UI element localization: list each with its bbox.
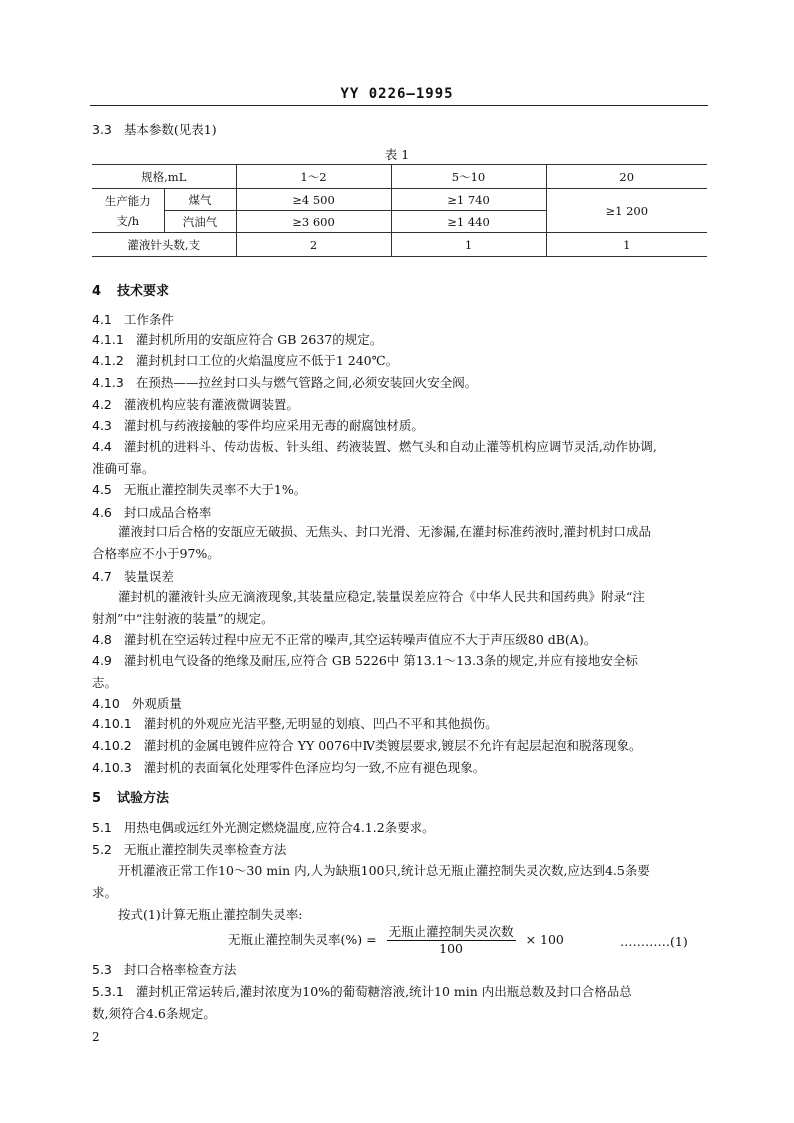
clause-text: 灌封机的进料斗、传动齿板、针头组、药液装置、燃气头和自动止灌等机构应调节灵活,动作协调,: [123, 439, 657, 454]
section-heading: [92, 284, 169, 300]
body-line: [92, 632, 596, 648]
clause-text: 射剂”中“注射液的装量”的规定。: [92, 611, 274, 626]
header-rule: [90, 105, 708, 106]
clause-number: 4: [92, 284, 102, 299]
body-line: [92, 820, 435, 836]
clause-text: 灌封机与药液接触的零件均应采用无毒的耐腐蚀材质。: [123, 418, 424, 433]
clause-text: 装量误差: [123, 569, 174, 584]
formula-denominator: 100: [439, 941, 464, 956]
formula-numerator: 无瓶止灌控制失灵次数: [388, 924, 514, 939]
body-line: [92, 569, 174, 585]
section-heading: [92, 791, 169, 807]
body-line: [92, 546, 220, 562]
clause-text: 灌封机在空运转过程中应无不正常的噪声,其空运转噪声值应不大于声压级80 dB(A)。: [123, 632, 597, 647]
clause-text: 数,须符合4.6条规定。: [92, 1006, 216, 1021]
clause-text: 外观质量: [131, 696, 182, 711]
clause-number: 4.8: [92, 632, 112, 647]
clause-text: 求。: [92, 885, 118, 900]
clause-text: 在预热——拉丝封口头与燃气管路之间,必须安装回火安全阀。: [135, 375, 478, 390]
clause-number: 5.2: [92, 842, 112, 857]
standard-header: YY 0226—1995: [340, 86, 454, 102]
clause-number: 4.10: [92, 696, 120, 711]
parameters-table: [92, 164, 707, 257]
body-line: [92, 760, 485, 776]
clause-text: 封口合格率检查方法: [123, 962, 237, 977]
clause-text: 灌封机电气设备的绝缘及耐压,应符合 GB 5226中 第13.1～13.3条的规定,并应有接地安全标: [123, 653, 638, 668]
clause-text: 灌封机的外观应光洁平整,无明显的划痕、凹凸不平和其他损伤。: [143, 716, 498, 731]
formula-fraction: [387, 924, 516, 957]
header-spec: 规格,mL: [92, 165, 236, 189]
clause-number: 4.1.2: [92, 353, 124, 368]
clause-number: 4.3: [92, 418, 112, 433]
body-line: [92, 1006, 216, 1022]
section-text: 基本参数(见表1): [123, 122, 217, 137]
clause-text: 无瓶止灌控制失灵率不大于1%。: [123, 482, 307, 497]
clause-number: 4.1.1: [92, 332, 124, 347]
clause-text: 试验方法: [117, 791, 170, 806]
gas-c1: ≥4 500: [236, 189, 391, 211]
section-number: 3.3: [92, 122, 112, 137]
clause-text: 灌封机的表面氧化处理零件色泽应均匀一致,不应有褪色现象。: [143, 760, 486, 775]
clause-number: 5.3: [92, 962, 112, 977]
body-line: [92, 418, 424, 434]
needles-c1: 2: [236, 233, 391, 257]
clause-number: 4.9: [92, 653, 112, 668]
needles-label: 灌液针头数,支: [92, 233, 236, 257]
body-line: [92, 332, 382, 348]
page-number: 2: [92, 1030, 100, 1044]
clause-text: 开机灌液正常工作10～30 min 内,人为缺瓶100只,统计总无瓶止灌控制失灵次数,应达到4.5条要: [118, 863, 650, 878]
clause-number: 5: [92, 791, 102, 806]
capacity-c3: ≥1 200: [546, 189, 707, 233]
body-line: [92, 439, 657, 455]
needles-c2: 1: [391, 233, 546, 257]
needles-c3: 1: [546, 233, 707, 257]
formula-rhs: × 100: [525, 932, 564, 947]
clause-text: 工作条件: [123, 312, 174, 327]
body-line: [92, 375, 477, 391]
petrol-c1: ≥3 600: [236, 211, 391, 233]
clause-text: 封口成品合格率: [123, 505, 212, 520]
clause-text: 灌封机所用的安瓿应符合 GB 2637的规定。: [135, 332, 383, 347]
body-line: [118, 863, 650, 879]
clause-text: 灌封机的灌液针头应无滴液现象,其装量应稳定,装量误差应符合《中华人民共和国药典》附录“注: [118, 589, 645, 604]
table-header-row: [92, 165, 707, 189]
body-line: [92, 312, 174, 328]
capacity-label-text: 生产能力支/h: [104, 193, 151, 228]
body-line: [118, 589, 645, 605]
formula: [228, 924, 564, 958]
gas-c2: ≥1 740: [391, 189, 546, 211]
body-line: [92, 611, 274, 627]
body-line: [92, 653, 638, 669]
body-line: [92, 738, 642, 754]
equation-number: …………(1): [620, 934, 688, 949]
header-c3: 20: [546, 165, 707, 189]
body-line: [92, 397, 299, 413]
clause-text: 灌液封口后合格的安瓿应无破损、无焦头、封口光滑、无渗漏,在灌封标准药液时,灌封机封口成品: [118, 524, 651, 539]
body-line: [92, 353, 398, 369]
clause-number: 4.6: [92, 505, 112, 520]
clause-number: 4.2: [92, 397, 112, 412]
clause-number: 4.5: [92, 482, 112, 497]
petrol-c2: ≥1 440: [391, 211, 546, 233]
formula-lhs: 无瓶止灌控制失灵率(%) =: [228, 932, 377, 947]
clause-number: 4.4: [92, 439, 112, 454]
clause-text: 灌液机构应装有灌液微调装置。: [123, 397, 299, 412]
clause-text: 无瓶止灌控制失灵率检查方法: [123, 842, 287, 857]
clause-text: 准确可靠。: [92, 461, 155, 476]
clause-text: 灌封机封口工位的火焰温度应不低于1 240℃。: [135, 353, 399, 368]
clause-text: 灌封机的金属电镀件应符合 YY 0076中Ⅳ类镀层要求,镀层不允许有起层起泡和脱落现象。: [143, 738, 642, 753]
body-line: [118, 524, 651, 540]
body-line: [92, 461, 155, 477]
table-row: [92, 189, 707, 211]
body-line: [92, 984, 632, 1000]
body-line: [92, 885, 117, 901]
table-row: [92, 233, 707, 257]
header-c2: 5～10: [391, 165, 546, 189]
body-line: [118, 907, 302, 923]
clause-number: 4.10.1: [92, 716, 132, 731]
fuel-petrol: 汽油气: [164, 211, 236, 233]
section-3-3: [92, 122, 217, 138]
clause-number: 4.1: [92, 312, 112, 327]
clause-text: 志。: [92, 675, 118, 690]
body-line: [92, 696, 182, 712]
capacity-label: [92, 189, 164, 233]
table-caption: 表 1: [384, 147, 410, 162]
clause-number: 4.7: [92, 569, 112, 584]
body-line: [92, 716, 498, 732]
body-line: [92, 505, 211, 521]
body-line: [92, 962, 236, 978]
body-line: [92, 675, 117, 691]
clause-number: 5.1: [92, 820, 112, 835]
fuel-gas: 煤气: [164, 189, 236, 211]
clause-number: 5.3.1: [92, 984, 124, 999]
clause-text: 灌封机正常运转后,灌封浓度为10%的葡萄糖溶液,统计10 min 内出瓶总数及封口合格品总: [135, 984, 632, 999]
body-line: [92, 842, 286, 858]
clause-text: 用热电偶或远红外光测定燃烧温度,应符合4.1.2条要求。: [123, 820, 435, 835]
clause-text: 合格率应不小于97%。: [92, 546, 220, 561]
clause-text: 按式(1)计算无瓶止灌控制失灵率:: [118, 907, 303, 922]
clause-number: 4.10.2: [92, 738, 132, 753]
clause-number: 4.10.3: [92, 760, 132, 775]
clause-text: 技术要求: [117, 284, 170, 299]
clause-number: 4.1.3: [92, 375, 124, 390]
body-line: [92, 482, 306, 498]
header-c1: 1～2: [236, 165, 391, 189]
